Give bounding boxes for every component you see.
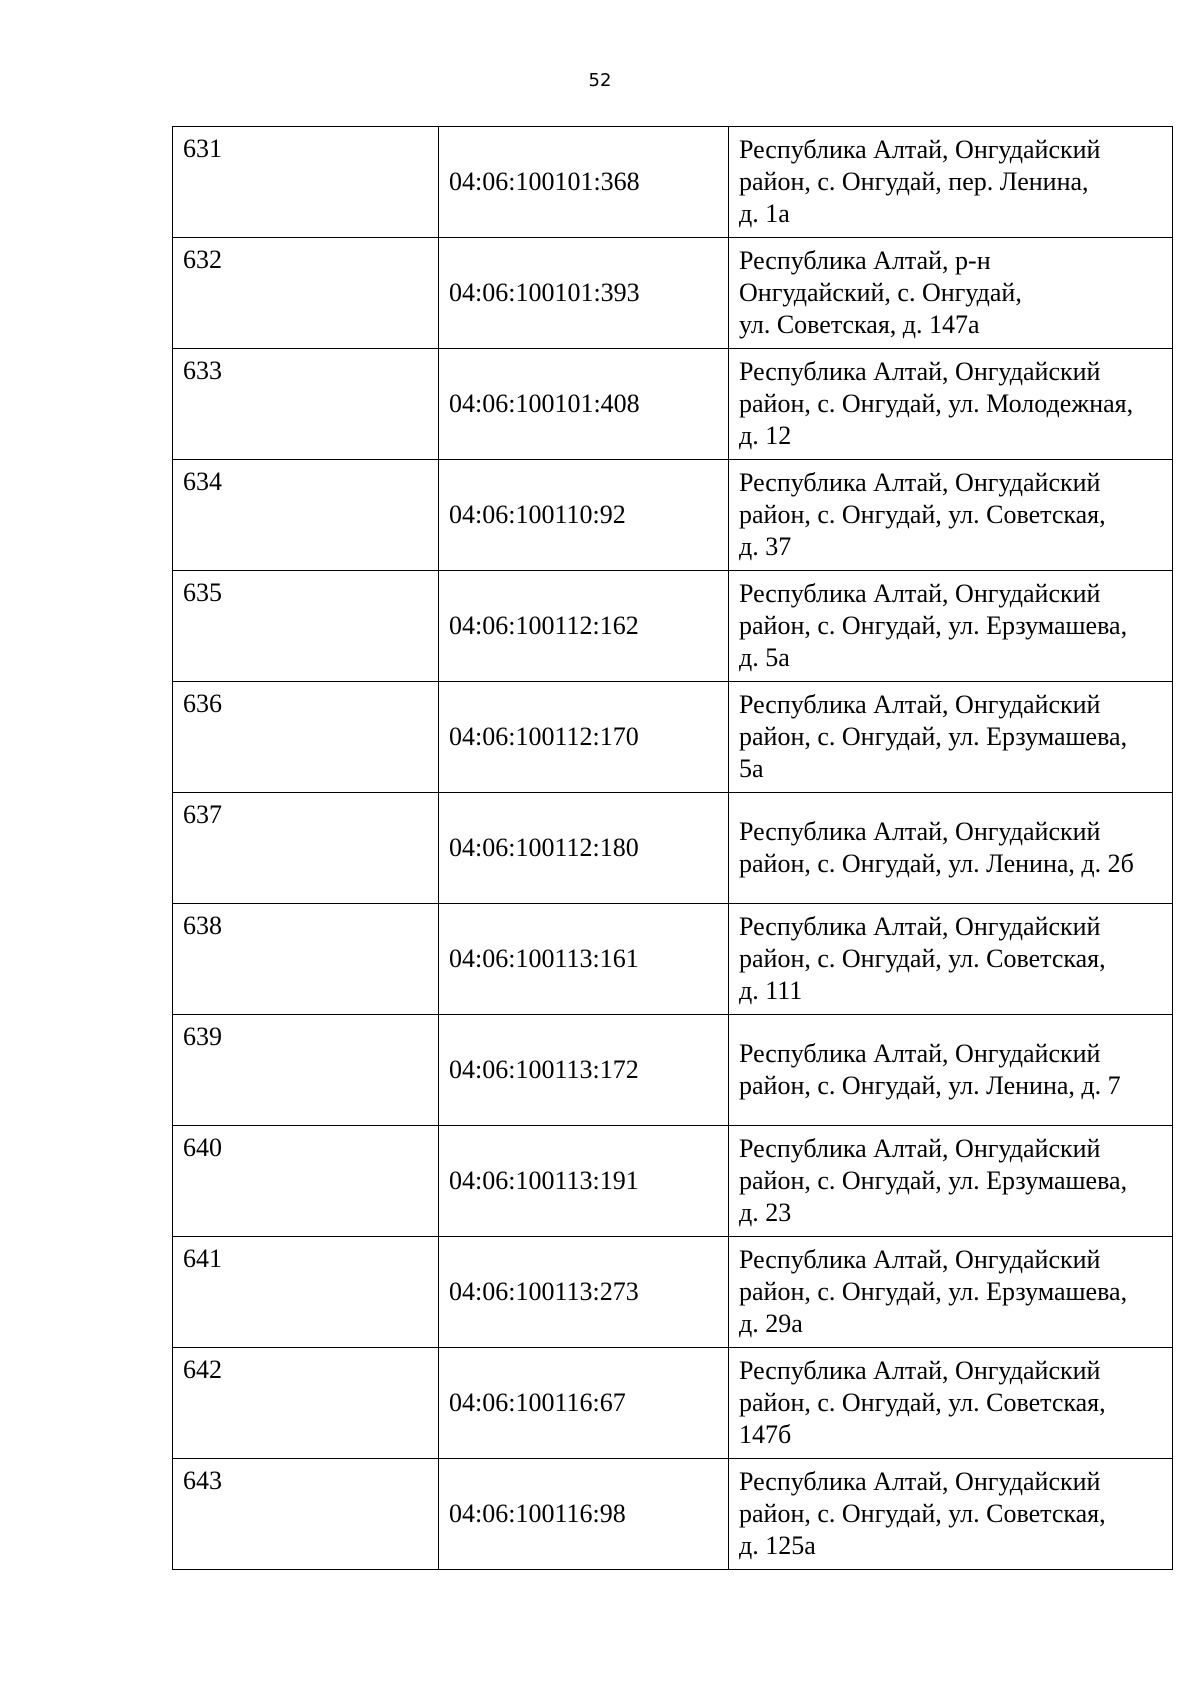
address-cell — [729, 349, 1173, 460]
address-cell — [729, 1126, 1173, 1237]
address-line: Республика Алтай, Онгудайский — [739, 1039, 1101, 1068]
address-line: Республика Алтай, Онгудайский — [739, 357, 1101, 386]
address-cell — [729, 571, 1173, 682]
row-number-cell: 639 — [173, 1015, 439, 1126]
cadastral-number-cell: 04:06:100101:393 — [439, 238, 729, 349]
row-number-cell: 643 — [173, 1459, 439, 1570]
address-line: д. 29а — [739, 1309, 803, 1338]
row-number-cell: 638 — [173, 904, 439, 1015]
row-number-cell: 633 — [173, 349, 439, 460]
row-number-cell: 637 — [173, 793, 439, 904]
cadastral-number-cell: 04:06:100112:170 — [439, 682, 729, 793]
row-number-cell: 634 — [173, 460, 439, 571]
address-line: район, с. Онгудай, ул. Ленина, д. 7 — [739, 1071, 1121, 1100]
cadastral-number-cell: 04:06:100112:180 — [439, 793, 729, 904]
address-line: 147б — [739, 1420, 792, 1449]
table-row — [173, 1459, 1173, 1570]
address-line: Онгудайский, с. Онгудай, — [739, 278, 1022, 307]
registry-table-body — [173, 127, 1173, 1570]
row-number-cell: 632 — [173, 238, 439, 349]
cadastral-number-cell: 04:06:100101:368 — [439, 127, 729, 238]
table-row — [173, 349, 1173, 460]
address-line: Республика Алтай, Онгудайский — [739, 468, 1101, 497]
address-line: район, с. Онгудай, ул. Молодежная, — [739, 389, 1134, 418]
address-line: Республика Алтай, Онгудайский — [739, 1245, 1101, 1274]
cadastral-number-cell: 04:06:100113:172 — [439, 1015, 729, 1126]
row-number-cell: 641 — [173, 1237, 439, 1348]
address-line: д. 111 — [739, 976, 803, 1005]
cadastral-number-cell: 04:06:100112:162 — [439, 571, 729, 682]
address-line: д. 1а — [739, 199, 790, 228]
cadastral-number-cell: 04:06:100116:67 — [439, 1348, 729, 1459]
row-number-cell: 642 — [173, 1348, 439, 1459]
address-line: район, с. Онгудай, ул. Советская, — [739, 944, 1106, 973]
registry-table — [172, 126, 1173, 1570]
address-line: д. 125а — [739, 1531, 816, 1560]
table-row — [173, 793, 1173, 904]
table-row — [173, 682, 1173, 793]
row-number-cell: 635 — [173, 571, 439, 682]
address-line: д. 5а — [739, 643, 790, 672]
address-cell — [729, 1237, 1173, 1348]
cadastral-number-cell: 04:06:100113:273 — [439, 1237, 729, 1348]
address-line: район, с. Онгудай, ул. Ерзумашева, — [739, 1166, 1128, 1195]
table-row — [173, 571, 1173, 682]
table-row — [173, 1015, 1173, 1126]
table-row — [173, 1237, 1173, 1348]
address-cell — [729, 1015, 1173, 1126]
cadastral-number-cell: 04:06:100101:408 — [439, 349, 729, 460]
address-line: Республика Алтай, Онгудайский — [739, 579, 1101, 608]
address-cell — [729, 460, 1173, 571]
address-line: район, с. Онгудай, пер. Ленина, — [739, 167, 1089, 196]
address-line: д. 37 — [739, 532, 792, 561]
address-line: Республика Алтай, р-н — [739, 246, 991, 275]
row-number-cell: 640 — [173, 1126, 439, 1237]
cadastral-number-cell: 04:06:100113:161 — [439, 904, 729, 1015]
address-cell — [729, 127, 1173, 238]
table-row — [173, 1126, 1173, 1237]
address-cell — [729, 1459, 1173, 1570]
address-line: ул. Советская, д. 147а — [739, 310, 980, 339]
address-line: д. 23 — [739, 1198, 792, 1227]
row-number-cell: 636 — [173, 682, 439, 793]
address-line: Республика Алтай, Онгудайский — [739, 912, 1101, 941]
cadastral-number-cell: 04:06:100110:92 — [439, 460, 729, 571]
table-row — [173, 1348, 1173, 1459]
address-line: Республика Алтай, Онгудайский — [739, 1134, 1101, 1163]
address-line: район, с. Онгудай, ул. Советская, — [739, 1388, 1106, 1417]
table-row — [173, 460, 1173, 571]
table-row — [173, 127, 1173, 238]
address-line: Республика Алтай, Онгудайский — [739, 135, 1101, 164]
address-line: Республика Алтай, Онгудайский — [739, 1356, 1101, 1385]
row-number-cell: 631 — [173, 127, 439, 238]
address-cell — [729, 1348, 1173, 1459]
address-cell — [729, 682, 1173, 793]
address-line: район, с. Онгудай, ул. Ерзумашева, — [739, 722, 1128, 751]
address-line: Республика Алтай, Онгудайский — [739, 817, 1101, 846]
address-cell — [729, 238, 1173, 349]
address-line: район, с. Онгудай, ул. Ленина, д. 2б — [739, 849, 1134, 878]
address-line: Республика Алтай, Онгудайский — [739, 1467, 1101, 1496]
address-line: район, с. Онгудай, ул. Ерзумашева, — [739, 611, 1128, 640]
table-row — [173, 238, 1173, 349]
cadastral-number-cell: 04:06:100113:191 — [439, 1126, 729, 1237]
cadastral-number-cell: 04:06:100116:98 — [439, 1459, 729, 1570]
address-line: район, с. Онгудай, ул. Ерзумашева, — [739, 1277, 1128, 1306]
address-line: район, с. Онгудай, ул. Советская, — [739, 500, 1106, 529]
page-number: 52 — [588, 70, 612, 91]
address-line: район, с. Онгудай, ул. Советская, — [739, 1499, 1106, 1528]
address-line: д. 12 — [739, 421, 792, 450]
address-cell — [729, 904, 1173, 1015]
address-line: Республика Алтай, Онгудайский — [739, 690, 1101, 719]
address-line: 5а — [739, 754, 764, 783]
address-cell — [729, 793, 1173, 904]
table-row — [173, 904, 1173, 1015]
